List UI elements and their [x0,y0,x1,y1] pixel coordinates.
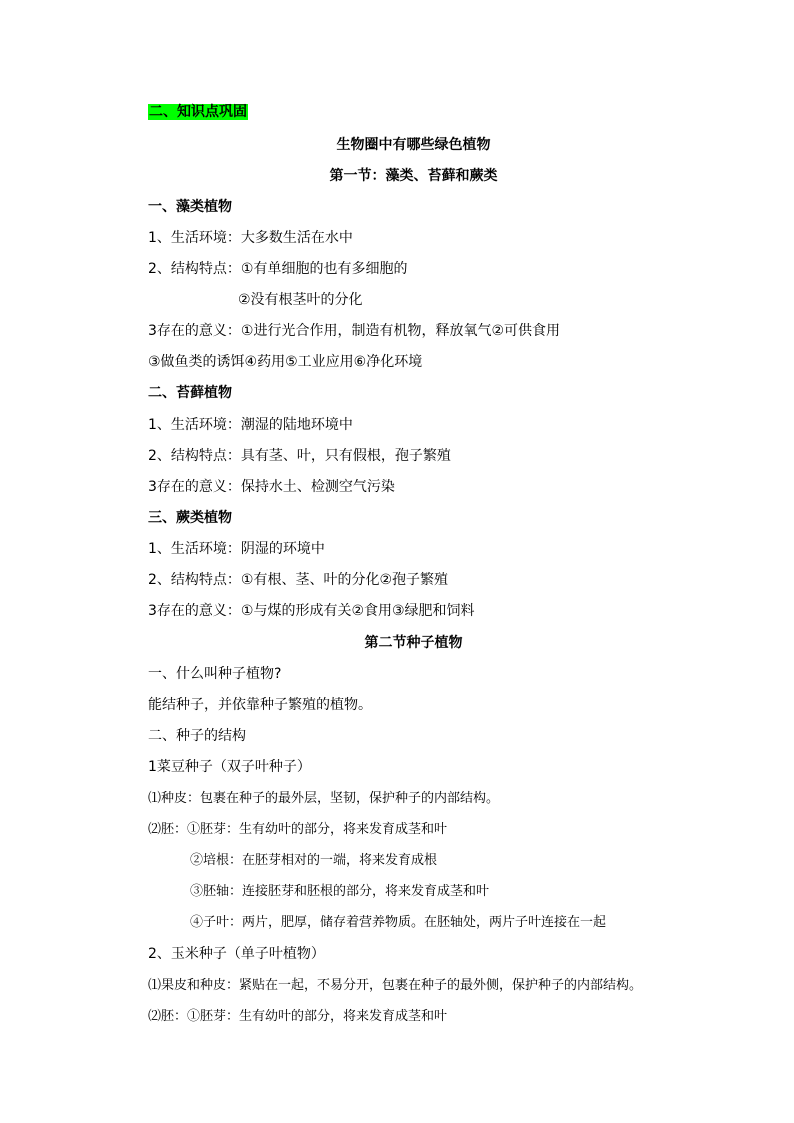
fern-heading: 三、蕨类植物 [148,510,232,526]
document-title: 生物圈中有哪些绿色植物 [336,137,491,153]
moss-struct: 2、结构特点：具有茎、叶，只有假根，孢子繁殖 [148,448,451,464]
algae-struct-1: 2、结构特点：①有单细胞的也有多细胞的 [148,261,408,277]
bean-coat: ⑴种皮：包裹在种子的最外层，坚韧，保护种子的内部结构。 [148,791,500,806]
bean-embryo-1: ⑵胚：①胚芽：生有幼叶的部分，将来发育成茎和叶 [148,822,448,837]
bean-heading: 1菜豆种子（双子叶种子） [148,759,311,775]
corn-embryo-1: ⑵胚：①胚芽：生有幼叶的部分，将来发育成茎和叶 [148,1009,448,1024]
seed-answer: 能结种子，并依靠种子繁殖的植物。 [148,697,372,713]
fern-struct: 2、结构特点：①有根、茎、叶的分化②孢子繁殖 [148,572,449,588]
bean-embryo-3: ③胚轴：连接胚芽和胚根的部分，将来发育成茎和叶 [190,884,490,899]
algae-struct-2: ②没有根茎叶的分化 [238,292,363,308]
moss-heading: 二、苔藓植物 [148,385,232,401]
bean-embryo-2: ②培根：在胚芽相对的一端，将来发育成根 [190,853,438,868]
section-heading [148,103,248,121]
fern-env: 1、生活环境：阴湿的环境中 [148,541,325,557]
highlighted-heading: 二、知识点巩固 [149,104,247,120]
seed-question: 一、什么叫种子植物? [148,666,282,682]
fern-meaning: 3存在的意义：①与煤的形成有关②食用③绿肥和饲料 [148,603,475,619]
corn-heading: 2、玉米种子（单子叶植物） [148,946,325,962]
section1-title: 第一节：藻类、苔藓和蕨类 [329,168,498,184]
moss-env: 1、生活环境：潮湿的陆地环境中 [148,417,353,433]
section2-title: 第二节种子植物 [364,635,463,651]
bean-embryo-4: ④子叶：两片，肥厚，储存着营养物质。在胚轴处，两片子叶连接在一起 [190,915,607,930]
corn-coat: ⑴果皮和种皮：紧贴在一起，不易分开，包裹在种子的最外侧，保护种子的内部结构。 [148,978,643,993]
algae-heading: 一、藻类植物 [148,199,232,215]
seed-structure-heading: 二、种子的结构 [148,728,246,744]
algae-env: 1、生活环境：大多数生活在水中 [148,230,353,246]
moss-meaning: 3存在的意义：保持水土、检测空气污染 [148,479,395,495]
algae-meaning-1: 3存在的意义：①进行光合作用，制造有机物，释放氧气②可供食用 [148,323,561,339]
algae-meaning-2: ③做鱼类的诱饵④药用⑤工业应用⑥净化环境 [148,354,423,370]
